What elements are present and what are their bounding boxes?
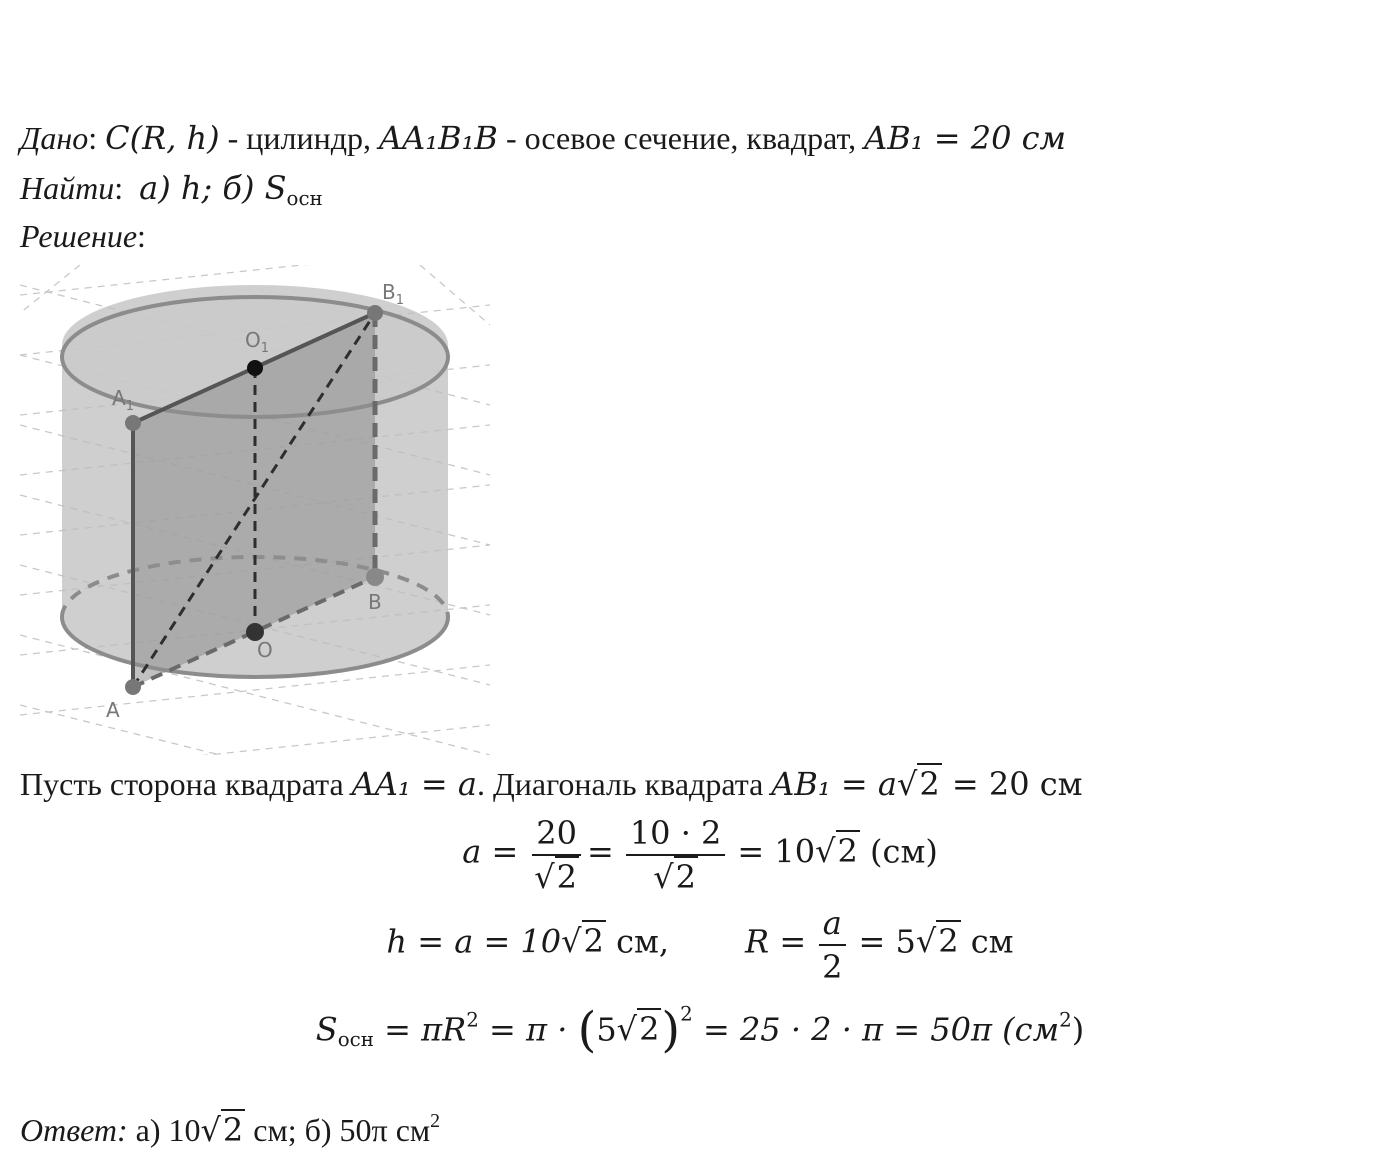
step1-eq-2a: AB₁ = a	[771, 765, 897, 803]
label-o: O	[257, 638, 273, 662]
answer-label: Ответ:	[20, 1112, 128, 1148]
formula1-eq: =	[587, 832, 614, 871]
formula3-mid2: = π ·	[478, 1010, 578, 1049]
point-b1	[367, 305, 383, 321]
section-notation: AA₁B₁B	[379, 119, 498, 157]
given-label: Дано	[20, 120, 89, 156]
find-line: Найти: а) h; б) $S_{осн}$	[20, 169, 323, 210]
point-o1	[247, 360, 263, 376]
answer-a: а) 10	[127, 1112, 201, 1148]
find-sub: осн	[286, 186, 323, 210]
find-label: Найти	[20, 170, 115, 206]
formula3-paren-sq: 2	[680, 1002, 693, 1026]
formula3-mid: = πR	[373, 1010, 467, 1049]
label-b: B	[368, 590, 382, 614]
label-b1: $B_1$	[382, 280, 405, 308]
formula2-r-lhs: R =	[745, 922, 807, 961]
step1-line	[20, 764, 1083, 804]
formula3-inner: 5	[596, 1010, 617, 1049]
find-items: а) h; б) S	[139, 169, 287, 207]
fraction-20-sqrt2: $\frac{20}{√2}$	[530, 814, 583, 896]
formula1-sqrt: √2	[815, 832, 858, 871]
formula3-rhs: = 25 · 2 · π = 50π (см	[692, 1010, 1060, 1049]
given-text-2: - осевое сечение, квадрат,	[497, 120, 865, 156]
point-b	[366, 568, 384, 586]
formula2-h-sqrt: √2	[561, 922, 604, 961]
formula2-h-unit: см,	[605, 922, 670, 961]
step1-text-2: . Диагональ квадрата	[476, 766, 772, 802]
formula2-h: h = a = 10	[386, 922, 562, 961]
formula-side	[0, 814, 1400, 896]
formula3-sqrt: √2	[616, 1010, 660, 1049]
fraction-a-2: $\frac{a}{2}$	[818, 904, 846, 986]
formula1-rhs: = 10	[737, 832, 816, 871]
fraction-10x2-sqrt2: $\frac{10 \cdot 2}{√2}$	[626, 814, 726, 896]
label-a: A	[106, 698, 120, 722]
solution-label: Решение	[20, 218, 138, 254]
step1-eq-1: AA₁ = a	[351, 765, 477, 803]
point-a	[125, 679, 141, 695]
given-line: Дано: C(R, h) - цилиндр, AA₁B₁B - осевое сечение, квадрат, AB₁ = 20 см	[20, 119, 1067, 157]
step1-sqrt: √2	[896, 765, 940, 803]
formula3-s-sub: осн	[337, 1028, 374, 1052]
answer-sqrt: √2	[200, 1111, 244, 1149]
formula-h-r	[0, 904, 1400, 986]
formula1-unit: (см)	[859, 832, 938, 871]
formula2-r-unit: см	[960, 922, 1014, 961]
step1-text-1: Пусть сторона квадрата	[20, 766, 352, 802]
formula3-close: )	[1071, 1010, 1085, 1049]
answer-b: см; б) 50π см	[245, 1112, 431, 1148]
formula3-sq: 2	[466, 1008, 479, 1032]
point-a1	[125, 415, 141, 431]
step1-eq-2b: = 20 см	[941, 765, 1083, 803]
formula-area: $S_{осн} = \pi R^2 = \pi \cdot (5√2)^2 = 25 \cdot 2 \cdot \pi = 50\pi$ $(см^2)$	[315, 1002, 1085, 1058]
formula3-rhs-sq: 2	[1059, 1008, 1072, 1032]
diagonal-given: AB₁ = 20 см	[864, 119, 1067, 157]
label-o1: $O_1$	[245, 328, 270, 356]
formula3-s: S	[315, 1010, 338, 1049]
cylinder-figure	[20, 265, 490, 755]
answer-sq: 2	[430, 1110, 441, 1133]
given-text-1: - цилиндр,	[219, 120, 380, 156]
formula2-r-rhs: = 5	[858, 922, 916, 961]
formula1-lhs: a =	[462, 832, 519, 871]
solution-line: Решение:	[20, 218, 146, 254]
cylinder-notation: C(R, h)	[105, 119, 220, 157]
label-a1: $A_1$	[112, 386, 134, 414]
answer-line	[20, 1110, 440, 1150]
formula2-r-sqrt: √2	[915, 922, 959, 961]
